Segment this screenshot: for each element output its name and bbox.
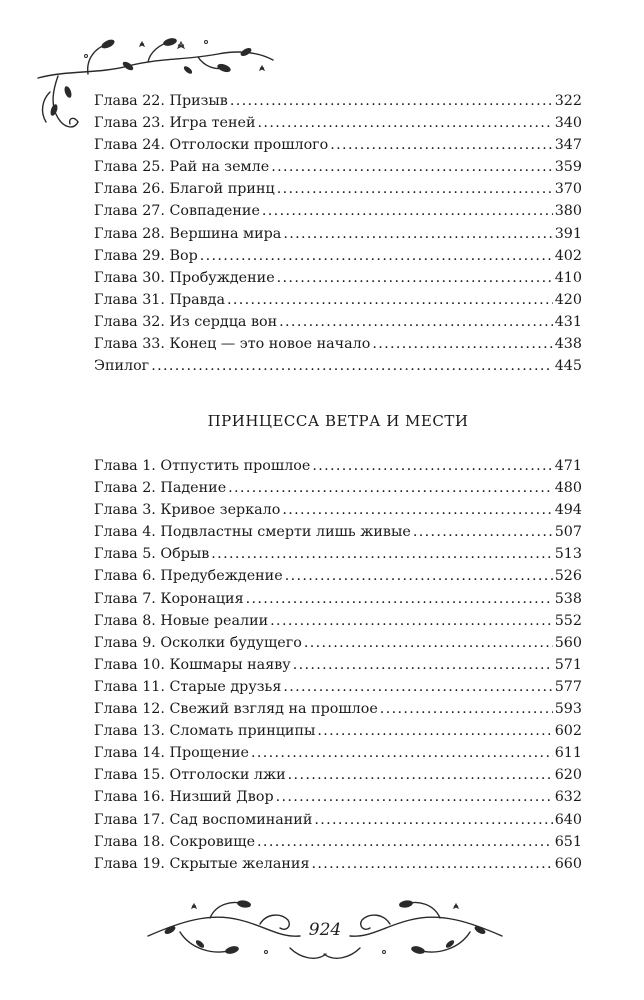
- toc-entry-title: Глава 18. Сокровище: [94, 833, 256, 850]
- toc-entry-title: Глава 9. Осколки будущего: [94, 634, 302, 651]
- toc-entry-title: Глава 6. Предубеждение: [94, 568, 283, 585]
- toc-entry-page: 340: [554, 115, 582, 132]
- toc-entry: [94, 521, 582, 543]
- toc-entry-page: 513: [554, 546, 582, 563]
- toc-entry: [94, 543, 582, 565]
- dot-leader: [288, 764, 553, 786]
- toc-entry: [94, 289, 582, 311]
- dot-leader: [314, 809, 552, 831]
- toc-entry-title: Глава 19. Скрытые желания: [94, 855, 310, 872]
- toc-entry-title: Глава 27. Совпадение: [94, 203, 260, 220]
- toc-part-one: [94, 90, 582, 377]
- dot-leader: [271, 156, 552, 178]
- toc-entry-title: Глава 15. Отголоски лжи: [94, 767, 286, 784]
- toc-entry-page: 370: [554, 181, 582, 198]
- dot-leader: [283, 676, 552, 698]
- toc-entry-title: Глава 12. Свежий взгляд на прошлое: [94, 701, 378, 718]
- toc-entry: [94, 333, 582, 355]
- toc-entry: [94, 200, 582, 222]
- toc-entry: [94, 134, 582, 156]
- dot-leader: [262, 200, 553, 222]
- toc-entry-title: Глава 29. Вор: [94, 247, 198, 264]
- toc-entry-page: 471: [554, 458, 582, 474]
- toc-entry-title: Глава 2. Падение: [94, 480, 227, 497]
- dot-leader: [372, 333, 552, 355]
- toc-entry: [94, 267, 582, 289]
- dot-leader: [330, 134, 552, 156]
- toc-entry: [94, 676, 582, 698]
- toc-entry-title: Глава 13. Сломать принципы: [94, 723, 316, 740]
- toc-entry: [94, 223, 582, 245]
- toc-entry-page: 359: [554, 159, 582, 176]
- toc-entry: [94, 786, 582, 808]
- toc-entry-title: Глава 25. Рай на земле: [94, 159, 270, 176]
- dot-leader: [413, 521, 553, 543]
- dot-leader: [304, 632, 553, 654]
- toc-entry-page: 571: [554, 656, 582, 673]
- toc-entry: [94, 178, 582, 200]
- dot-leader: [317, 720, 552, 742]
- toc-entry: [94, 455, 582, 477]
- dot-leader: [246, 588, 553, 610]
- toc-entry: [94, 245, 582, 267]
- toc-entry-page: 410: [554, 269, 582, 286]
- toc-entry-page: 480: [554, 480, 582, 497]
- toc-entry: [94, 764, 582, 786]
- toc-entry-page: 380: [554, 203, 582, 220]
- toc-entry-page: 431: [554, 313, 582, 330]
- toc-entry-page: 322: [554, 93, 582, 109]
- toc-entry-title: Глава 24. Отголоски прошлого: [94, 137, 329, 154]
- toc-entry: [94, 112, 582, 134]
- toc-entry: [94, 565, 582, 587]
- toc-entry-page: 611: [554, 745, 582, 762]
- toc-entry: [94, 156, 582, 178]
- toc-entry: [94, 853, 582, 875]
- toc-entry-page: 526: [554, 568, 582, 585]
- dot-leader: [279, 311, 553, 333]
- toc-entry: [94, 698, 582, 720]
- toc-entry-title: Глава 14. Прощение: [94, 745, 249, 762]
- dot-leader: [277, 267, 553, 289]
- toc-entry: [94, 654, 582, 676]
- toc-entry-title: Глава 1. Отпустить прошлое: [94, 458, 311, 474]
- dot-leader: [270, 610, 553, 632]
- dot-leader: [277, 178, 553, 200]
- toc-entry: [94, 499, 582, 521]
- section-heading: ПРИНЦЕССА ВЕТРА И МЕСТИ: [207, 412, 469, 430]
- toc-entry-page: 420: [554, 291, 582, 308]
- toc-entry-page: 632: [554, 789, 582, 806]
- toc-entry-title: Глава 26. Благой принц: [94, 181, 275, 198]
- toc-entry-page: 347: [554, 137, 582, 154]
- toc-entry-title: Эпилог: [94, 358, 150, 375]
- toc-entry-page: 438: [554, 336, 582, 353]
- dot-leader: [282, 499, 552, 521]
- toc-entry-title: Глава 10. Кошмары наяву: [94, 656, 291, 673]
- toc-entry-page: 620: [554, 767, 582, 784]
- dot-leader: [211, 543, 552, 565]
- toc-entry: [94, 720, 582, 742]
- dot-leader: [227, 289, 553, 311]
- toc-entry-title: Глава 31. Правда: [94, 291, 225, 308]
- toc-entry-title: Глава 23. Игра теней: [94, 115, 256, 132]
- dot-leader: [258, 112, 553, 134]
- toc-entry-title: Глава 16. Низший Двор: [94, 789, 274, 806]
- toc-entry: [94, 632, 582, 654]
- toc-entry: [94, 311, 582, 333]
- dot-leader: [311, 853, 552, 875]
- dot-leader: [285, 565, 553, 587]
- page-number: 924: [308, 920, 342, 940]
- dot-leader: [380, 698, 553, 720]
- toc-entry-page: 494: [554, 502, 582, 519]
- dot-leader: [228, 477, 553, 499]
- dot-leader: [200, 245, 553, 267]
- toc-entry: [94, 477, 582, 499]
- toc-entry-page: 507: [554, 524, 582, 541]
- toc-entry-page: 445: [554, 358, 582, 375]
- toc-entry-title: Глава 33. Конец — это новое начало: [94, 336, 371, 353]
- toc-entry-title: Глава 32. Из сердца вон: [94, 313, 278, 330]
- toc-entry: [94, 588, 582, 610]
- toc-entry-page: 602: [554, 723, 582, 740]
- toc-entry-title: Глава 7. Коронация: [94, 590, 244, 607]
- toc-entry-page: 552: [554, 612, 582, 629]
- dot-leader: [312, 455, 552, 477]
- toc-entry-page: 538: [554, 590, 582, 607]
- toc-entry: [94, 809, 582, 831]
- dot-leader: [151, 355, 553, 377]
- toc-entry-page: 577: [554, 678, 582, 695]
- toc-entry-epilogue: [94, 355, 582, 377]
- toc-entry-title: Глава 4. Подвластны смерти лишь живые: [94, 524, 411, 541]
- toc-entry-title: Глава 17. Сад воспоминаний: [94, 811, 313, 828]
- toc-entry-title: Глава 30. Пробуждение: [94, 269, 275, 286]
- dot-leader: [283, 223, 552, 245]
- toc-entry-page: 391: [554, 225, 582, 242]
- dot-leader: [276, 786, 553, 808]
- toc-entry-title: Глава 11. Старые друзья: [94, 678, 282, 695]
- toc-entry-page: 560: [554, 634, 582, 651]
- toc-entry-title: Глава 28. Вершина мира: [94, 225, 282, 242]
- toc-part-two: [94, 455, 582, 875]
- toc-entry: [94, 831, 582, 853]
- toc-entry: [94, 90, 582, 112]
- toc-entry-title: Глава 8. Новые реалии: [94, 612, 269, 629]
- toc-entry-page: 651: [554, 833, 582, 850]
- dot-leader: [257, 831, 553, 853]
- dot-leader: [251, 742, 553, 764]
- toc-entry-title: Глава 3. Кривое зеркало: [94, 502, 281, 519]
- toc-entry: [94, 742, 582, 764]
- toc-entry-title: Глава 22. Призыв: [94, 93, 228, 109]
- toc-entry-title: Глава 5. Обрыв: [94, 546, 210, 563]
- toc-entry-page: 660: [554, 855, 582, 872]
- dot-leader: [293, 654, 553, 676]
- dot-leader: [230, 90, 553, 112]
- toc-entry-page: 640: [554, 811, 582, 828]
- toc-entry-page: 402: [554, 247, 582, 264]
- toc-entry-page: 593: [554, 701, 582, 718]
- toc-entry: [94, 610, 582, 632]
